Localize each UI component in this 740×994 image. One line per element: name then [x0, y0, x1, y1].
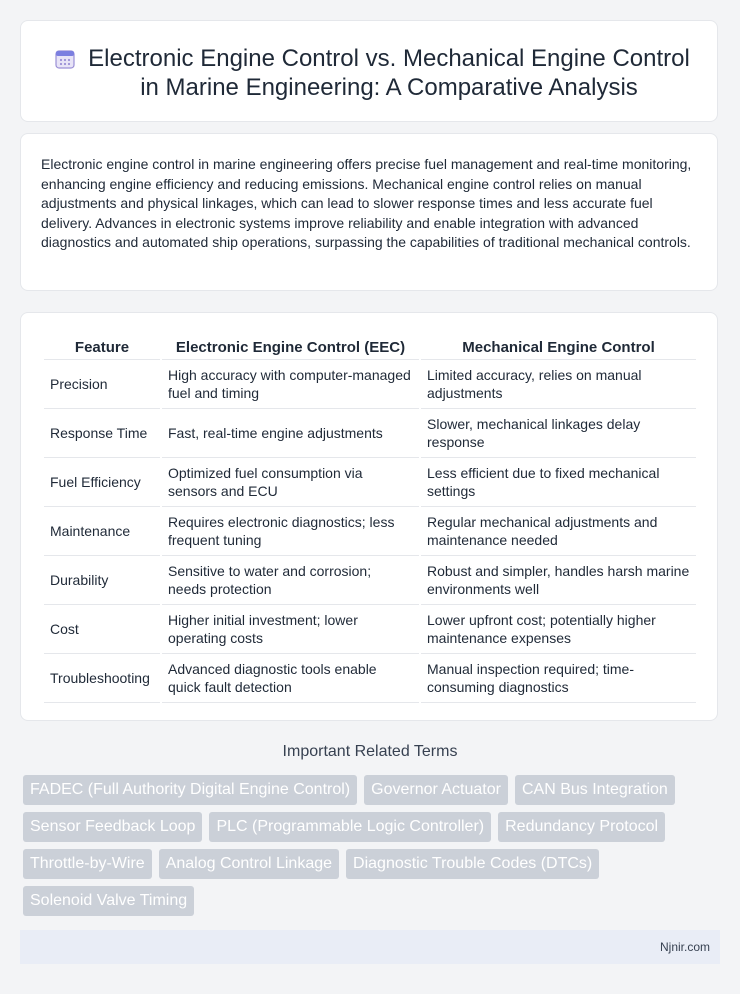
table-row [44, 654, 696, 703]
header-mechanical: Mechanical Engine Control [421, 335, 696, 360]
table-row [44, 458, 696, 507]
page-title: Electronic Engine Control vs. Mechanical Engine Control in Marine Engineering: A Comparative Analysis [88, 45, 690, 101]
eec-cell: Optimized fuel consumption via sensors and ECU [162, 458, 419, 507]
table-row [44, 605, 696, 654]
header-feature: Feature [44, 335, 160, 360]
table-row [44, 507, 696, 556]
calendar-icon [54, 48, 76, 70]
eec-cell: Advanced diagnostic tools enable quick fault detection [162, 654, 419, 703]
feature-cell: Fuel Efficiency [44, 458, 160, 507]
feature-cell: Durability [44, 556, 160, 605]
term-tag[interactable]: Redundancy Protocol [498, 812, 665, 842]
mechanical-cell: Manual inspection required; time-consuming diagnostics [421, 654, 696, 703]
footer-site-link[interactable]: Njnir.com [659, 940, 710, 954]
feature-cell: Cost [44, 605, 160, 654]
eec-cell: Requires electronic diagnostics; less frequent tuning [162, 507, 419, 556]
summary-card [20, 133, 718, 291]
comparison-card [20, 312, 718, 721]
related-terms-heading: Important Related Terms [282, 743, 458, 760]
term-tag[interactable]: Solenoid Valve Timing [23, 886, 194, 916]
footer [20, 930, 720, 964]
title-card [20, 20, 718, 122]
eec-cell: Fast, real-time engine adjustments [162, 409, 419, 458]
mechanical-cell: Regular mechanical adjustments and maintenance needed [421, 507, 696, 556]
term-tag[interactable]: CAN Bus Integration [515, 775, 675, 805]
feature-cell: Precision [44, 360, 160, 409]
comparison-table [42, 335, 698, 703]
term-tag[interactable]: PLC (Programmable Logic Controller) [209, 812, 491, 842]
term-tag[interactable]: Sensor Feedback Loop [23, 812, 202, 842]
mechanical-cell: Limited accuracy, relies on manual adjustments [421, 360, 696, 409]
mechanical-cell: Less efficient due to fixed mechanical settings [421, 458, 696, 507]
table-row [44, 360, 696, 409]
eec-cell: Sensitive to water and corrosion; needs protection [162, 556, 419, 605]
term-tag[interactable]: Governor Actuator [364, 775, 508, 805]
term-tag[interactable]: Throttle-by-Wire [23, 849, 152, 879]
eec-cell: Higher initial investment; lower operating costs [162, 605, 419, 654]
related-terms-list [23, 775, 703, 916]
mechanical-cell: Slower, mechanical linkages delay response [421, 409, 696, 458]
eec-cell: High accuracy with computer-managed fuel and timing [162, 360, 419, 409]
header-eec: Electronic Engine Control (EEC) [162, 335, 419, 360]
term-tag[interactable]: Diagnostic Trouble Codes (DTCs) [346, 849, 599, 879]
table-row [44, 556, 696, 605]
summary-paragraph: Electronic engine control in marine engineering offers precise fuel management and real-time monitoring, enhancing engine efficiency and reducing emissions. Mechanical engine control relies on manual adjustments and physical linkages, which can lead to slower response times and less accurate fuel delivery. Advances in electronic systems improve reliability and enable integration with advanced diagnostics and automated ship operations, surpassing the capabilities of traditional mechanical controls. [41, 156, 692, 250]
feature-cell: Maintenance [44, 507, 160, 556]
term-tag[interactable]: FADEC (Full Authority Digital Engine Control) [23, 775, 357, 805]
feature-cell: Troubleshooting [44, 654, 160, 703]
mechanical-cell: Lower upfront cost; potentially higher maintenance expenses [421, 605, 696, 654]
table-row [44, 409, 696, 458]
term-tag[interactable]: Analog Control Linkage [159, 849, 339, 879]
feature-cell: Response Time [44, 409, 160, 458]
table-header-row [44, 335, 696, 360]
mechanical-cell: Robust and simpler, handles harsh marine environments well [421, 556, 696, 605]
